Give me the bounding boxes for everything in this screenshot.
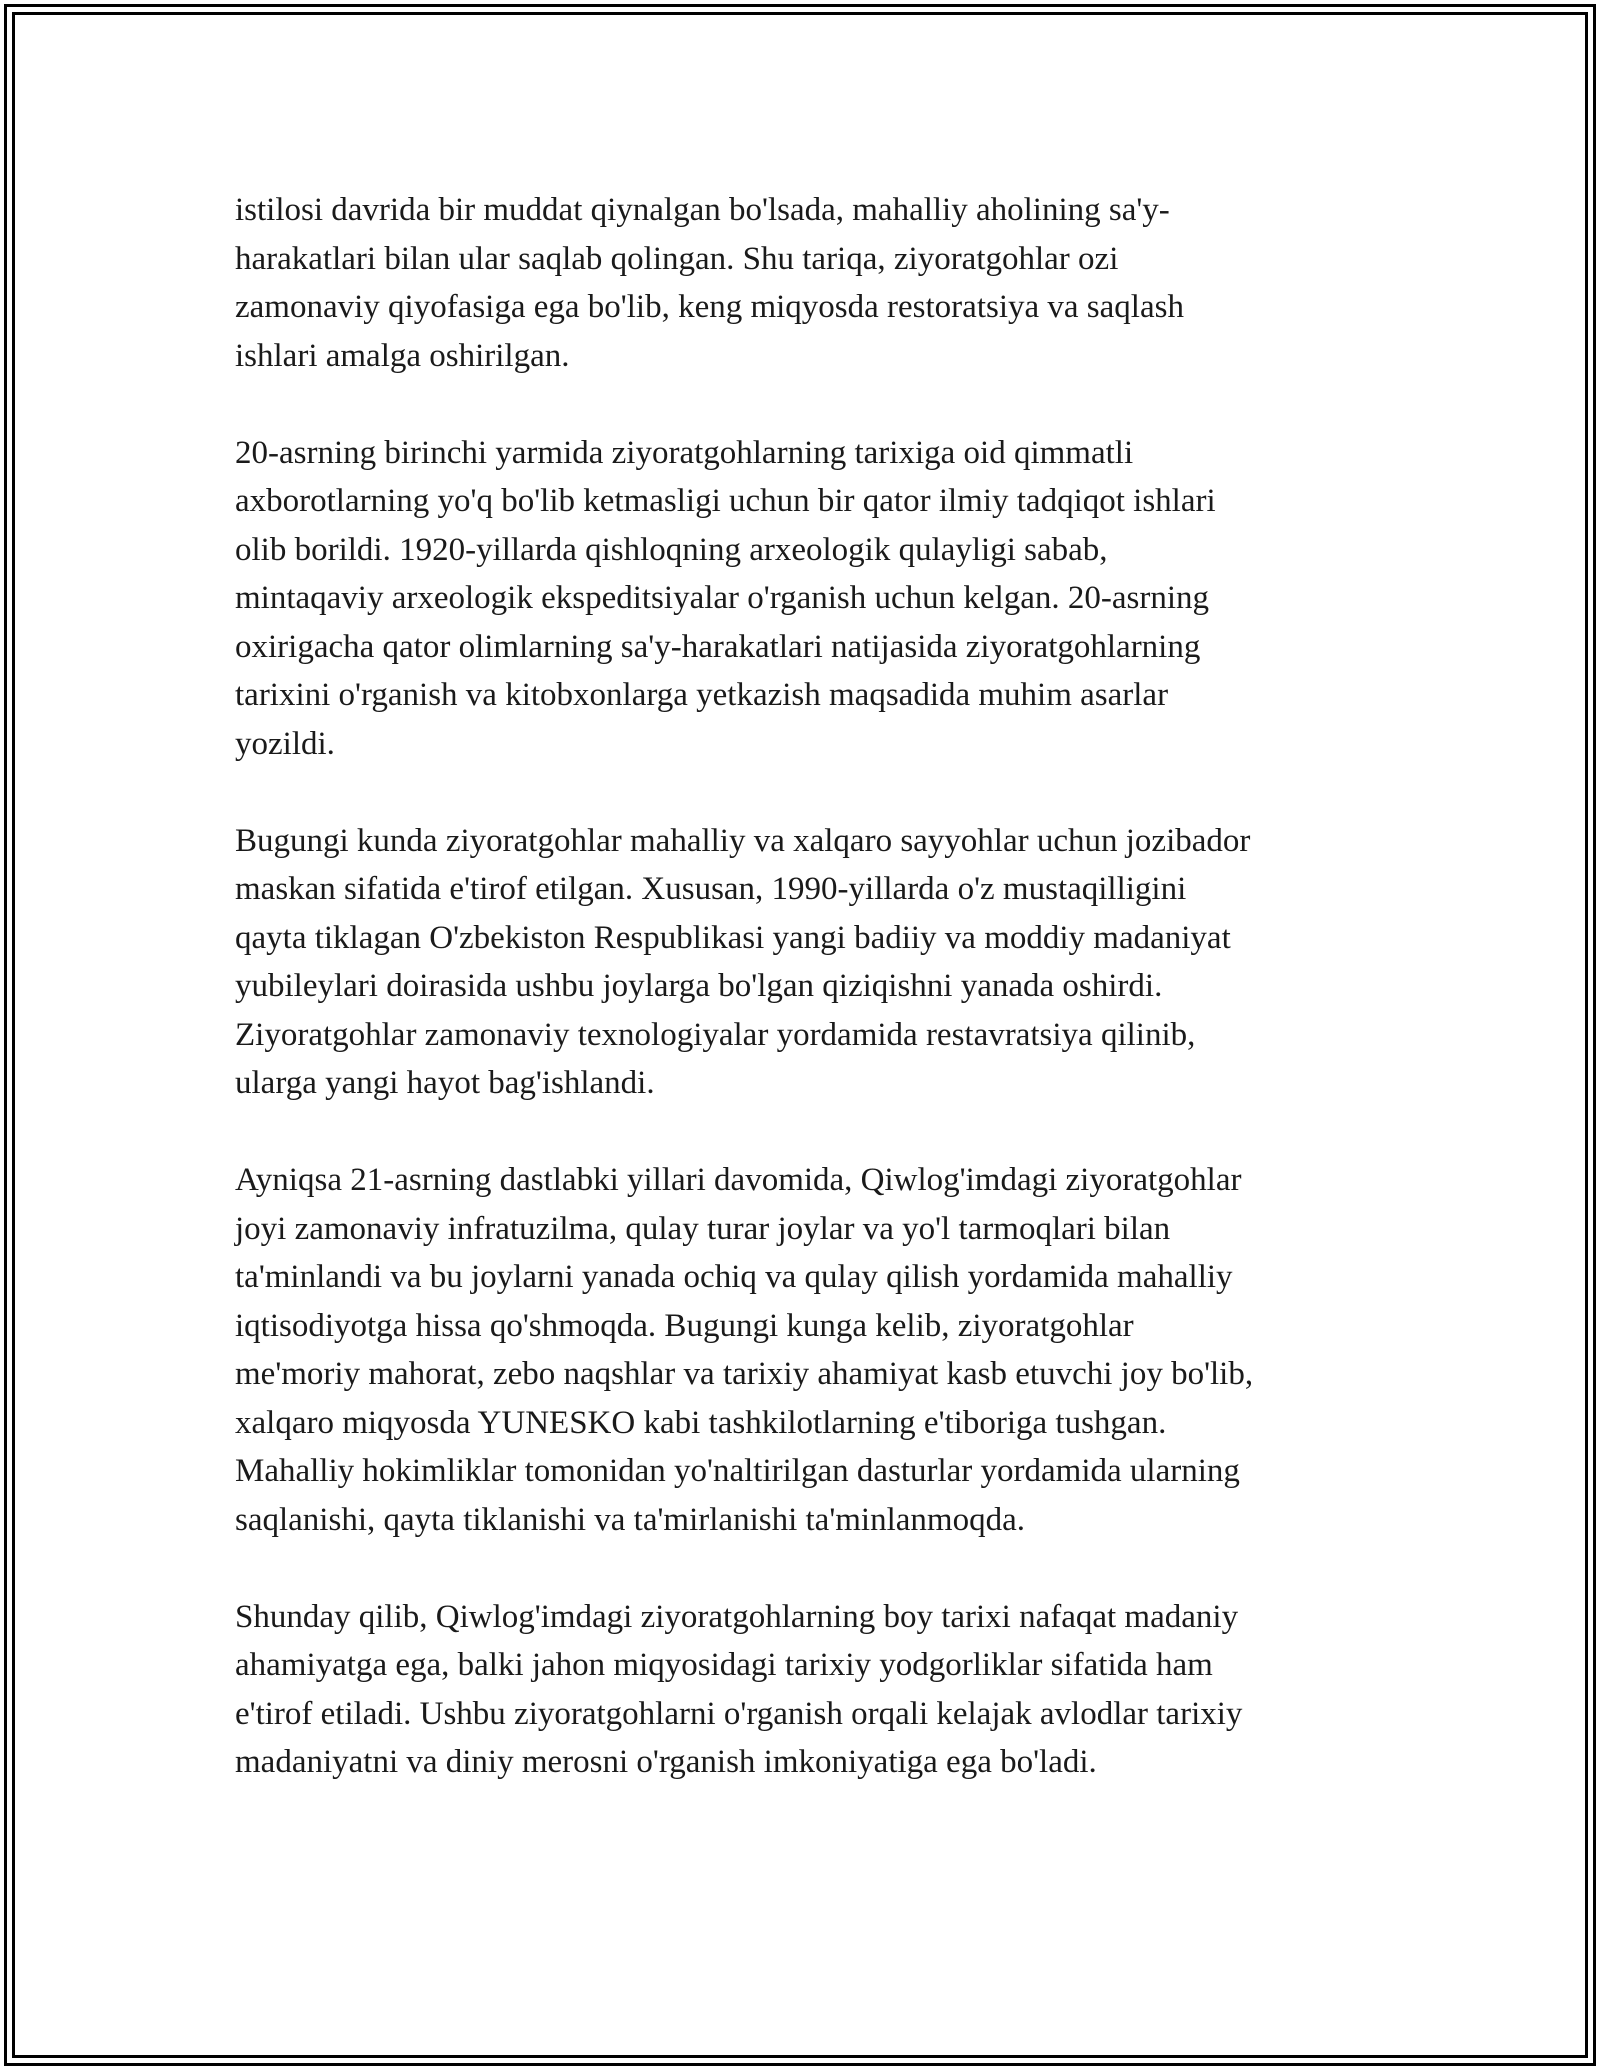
text-line: axborotlarning yo'q bo'lib ketmasligi uchun bir qator ilmiy tadqiqot ishlari — [235, 483, 1216, 519]
paragraph-3 — [235, 817, 1375, 1108]
text-line: Shunday qilib, Qiwlog'imdagi ziyoratgohlarning boy tarixi nafaqat madaniy — [235, 1598, 1239, 1635]
document-body — [235, 186, 1375, 1835]
text-line: olib borildi. 1920-yillarda qishloqning arxeologik qulayligi sabab, — [235, 531, 1108, 568]
text-line: e'tirof etiladi. Ushbu ziyoratgohlarni o'rganish orqali kelajak avlodlar tarixiy — [235, 1695, 1243, 1732]
paragraph-1 — [235, 186, 1375, 380]
text-line: saqlanishi, qayta tiklanishi va ta'mirlanishi ta'minlanmoqda. — [235, 1501, 1025, 1538]
text-line: tarixini o'rganish va kitobxonlarga yetkazish maqsadida muhim asarlar — [235, 677, 1169, 713]
text-line: qayta tiklagan O'zbekiston Respublikasi yangi badiiy va moddiy madaniyat — [235, 919, 1231, 956]
text-line: istilosi davrida bir muddat qiynalgan bo'lsada, mahalliy aholining sa'y- — [235, 192, 1170, 228]
text-line: xalqaro miqyosda YUNESKO kabi tashkilotlarning e'tiboriga tushgan. — [235, 1404, 1167, 1441]
text-line: Bugungi kunda ziyoratgohlar mahalliy va xalqaro sayyohlar uchun jozibador — [235, 822, 1251, 859]
text-line: zamonaviy qiyofasiga ega bo'lib, keng miqyosda restoratsiya va saqlash — [235, 289, 1184, 325]
text-line: yubileylari doirasida ushbu joylarga bo'lgan qiziqishni yanada oshirdi. — [235, 968, 1163, 1004]
paragraph-5 — [235, 1593, 1375, 1787]
text-line: ishlari amalga oshirilgan. — [235, 337, 570, 374]
text-line: harakatlari bilan ular saqlab qolingan. Shu tariqa, ziyoratgohlar ozi — [235, 240, 1119, 277]
text-line: Ziyoratgohlar zamonaviy texnologiyalar yordamida restavratsiya qilinib, — [235, 1016, 1196, 1053]
text-line: oxirigacha qator olimlarning sa'y-harakatlari natijasida ziyoratgohlarning — [235, 628, 1201, 665]
text-line: 20-asrning birinchi yarmida ziyoratgohlarning tarixiga oid qimmatli — [235, 434, 1134, 471]
text-line: me'moriy mahorat, zebo naqshlar va tarixiy ahamiyat kasb etuvchi joy bo'lib, — [235, 1356, 1254, 1392]
text-line: yozildi. — [235, 725, 335, 762]
text-line: Mahalliy hokimliklar tomonidan yo'naltirilgan dasturlar yordamida ularning — [235, 1453, 1240, 1489]
text-line: iqtisodiyotga hissa qo'shmoqda. Bugungi kunga kelib, ziyoratgohlar — [235, 1307, 1134, 1344]
text-line: ta'minlandi va bu joylarni yanada ochiq va qulay qilish yordamida mahalliy — [235, 1259, 1233, 1295]
text-line: ahamiyatga ega, balki jahon miqyosidagi tarixiy yodgorliklar sifatida ham — [235, 1647, 1213, 1683]
paragraph-2 — [235, 429, 1375, 769]
text-line: Ayniqsa 21-asrning dastlabki yillari davomida, Qiwlog'imdagi ziyoratgohlar — [235, 1162, 1242, 1198]
text-line: madaniyatni va diniy merosni o'rganish imkoniyatiga ega bo'ladi. — [235, 1744, 1097, 1780]
paragraph-4 — [235, 1156, 1375, 1544]
text-line: mintaqaviy arxeologik ekspeditsiyalar o'rganish uchun kelgan. 20-asrning — [235, 580, 1210, 616]
text-line: ularga yangi hayot bag'ishlandi. — [235, 1065, 655, 1101]
text-line: maskan sifatida e'tirof etilgan. Xususan, 1990-yillarda o'z mustaqilligini — [235, 871, 1187, 907]
text-line: joyi zamonaviy infratuzilma, qulay turar joylar va yo'l tarmoqlari bilan — [235, 1210, 1171, 1247]
